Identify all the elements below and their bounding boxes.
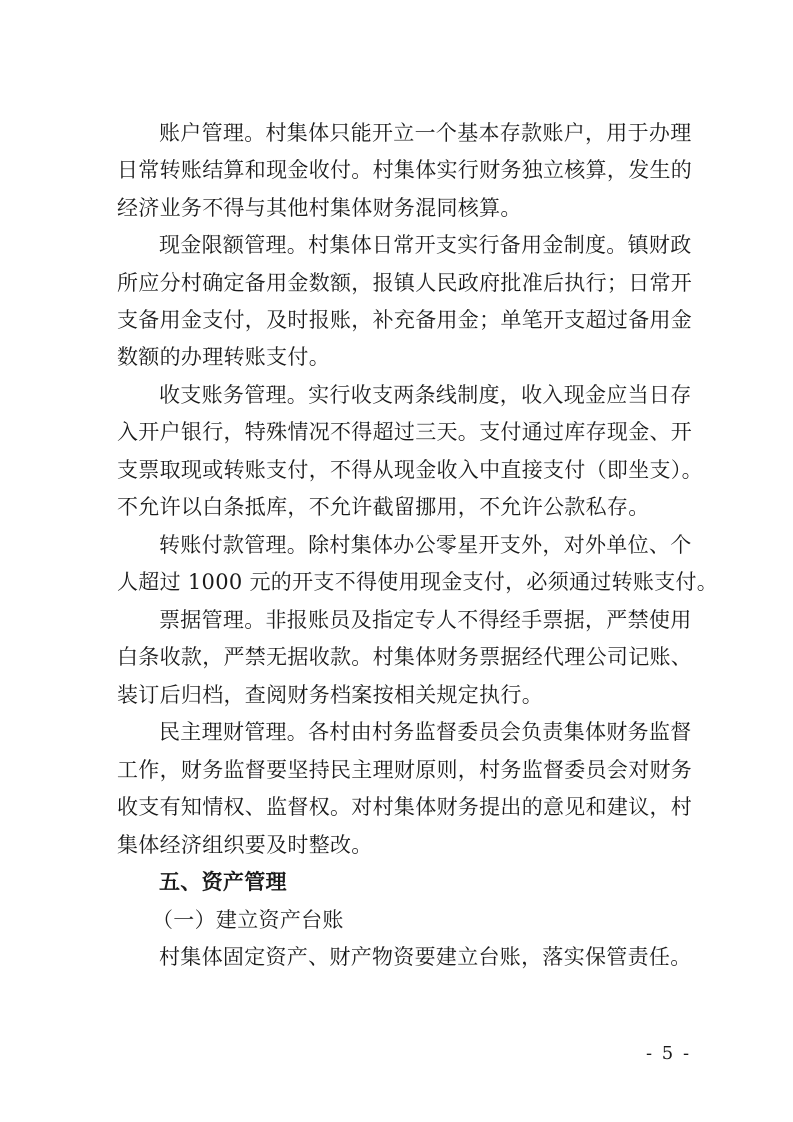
paragraph-line: 现金限额管理。村集体日常开支实行备用金制度。镇财政 (159, 233, 692, 257)
paragraph-line: 收支账务管理。实行收支两条线制度，收入现金应当日存 (159, 383, 692, 407)
paragraph-line: 收支有知情权、监督权。对村集体财务提出的意见和建议，村 (117, 795, 693, 819)
paragraph-line: 所应分村确定备用金数额，报镇人民政府批准后执行；日常开 (117, 271, 693, 295)
page-number: - 5 - (646, 1043, 692, 1064)
paragraph-line: 装订后归档，查阅财务档案按相关规定执行。 (117, 683, 543, 707)
paragraph-line: 白条收款，严禁无据收款。村集体财务票据经代理公司记账、 (117, 645, 693, 669)
paragraph-line: 工作，财务监督要坚持民主理财原则，村务监督委员会对财务 (117, 758, 693, 782)
paragraph-line: 入开户银行，特殊情况不得超过三天。支付通过库存现金、开 (117, 420, 693, 444)
paragraph-line: 数额的办理转账支付。 (117, 345, 330, 369)
paragraph-line: 票据管理。非报账员及指定专人不得经手票据，严禁使用 (159, 608, 692, 632)
paragraph-line: 集体经济组织要及时整改。 (117, 833, 373, 857)
paragraph-line: 村集体固定资产、财产物资要建立台账，落实保管责任。 (159, 945, 692, 969)
section-heading: 五、资产管理 (159, 870, 287, 894)
paragraph-line: 日常转账结算和现金收付。村集体实行财务独立核算，发生的 (117, 158, 693, 182)
paragraph-line: 人超过 1000 元的开支不得使用现金支付，必须通过转账支付。 (117, 570, 719, 594)
paragraph-line: 不允许以白条抵库，不允许截留挪用，不允许公款私存。 (117, 495, 650, 519)
subsection-heading: （一）建立资产台账 (152, 908, 344, 932)
paragraph-line: 账户管理。村集体只能开立一个基本存款账户，用于办理 (159, 121, 692, 145)
paragraph-line: 支备用金支付，及时报账，补充备用金；单笔开支超过备用金 (117, 308, 693, 332)
paragraph-line: 民主理财管理。各村由村务监督委员会负责集体财务监督 (159, 720, 692, 744)
paragraph-line: 转账付款管理。除村集体办公零星开支外，对外单位、个 (159, 533, 692, 557)
paragraph-line: 支票取现或转账支付，不得从现金收入中直接支付（即坐支）。 (117, 458, 703, 482)
paragraph-line: 经济业务不得与其他村集体财务混同核算。 (117, 196, 522, 220)
